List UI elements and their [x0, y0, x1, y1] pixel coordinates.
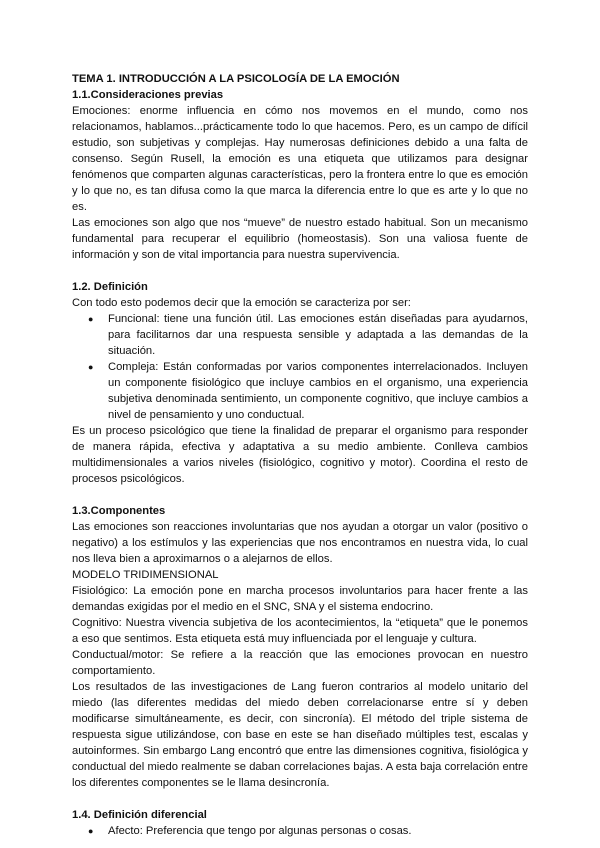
paragraph-conductual: Conductual/motor: Se refiere a la reacción que las emociones provocan en nuestro comportamiento.	[72, 649, 528, 677]
list-item	[72, 823, 528, 839]
paragraph-cognitivo: Cognitivo: Nuestra vivencia subjetiva de los acontecimientos, la “etiqueta” que le ponemos a eso que sentimos. Esta etiqueta está muy influenciada por el lenguaje y cultura.	[72, 617, 528, 645]
section-heading-definicion: 1.2. Definición	[72, 281, 148, 293]
section-heading-consideraciones: 1.1.Consideraciones previas	[72, 89, 224, 101]
bullet-icon: ●	[88, 314, 94, 324]
paragraph-emociones-intro: Emociones: enorme influencia en cómo nos movemos en el mundo, como nos relacionamos, hablamos...prácticamente todo lo que hacemos. Pero, es un campo de difícil estudio, son subjetivas y complejas. Hay numerosas definiciones debido a una falta de consenso. Según Rusell, la emoción es una etiqueta que utilizamos para designar fenómenos que comparten algunas características, pero la frontera entre lo que es emoción y lo que no, es tan difusa como la que marca la diferencia entre lo que es arte y lo que no es.	[72, 105, 528, 213]
document-title: TEMA 1. INTRODUCCIÓN A LA PSICOLOGÍA DE LA EMOCIÓN	[72, 73, 400, 85]
paragraph-lang: Los resultados de las investigaciones de Lang fueron contrarios al modelo unitario del miedo (las diferentes medidas del miedo deben correlacionarse entre sí y deben modificarse simultáneamente, es decir, con sincronía). El método del triple sistema de respuesta sigue utilizándose, con base en este se han diseñado múltiples test, escalas y autoinformes. Sin embargo Lang encontró que entre las dimensiones cognitiva, fisiológica y conductual del miedo realmente se daban correlaciones bajas. A esta baja correlación entre los diferentes componentes se le llama desincronía.	[72, 681, 528, 789]
list-item	[72, 311, 528, 359]
list-definicion-diferencial	[72, 823, 528, 839]
list-item-text: Funcional: tiene una función útil. Las emociones están diseñadas para ayudarnos, para facilitarnos dar una respuesta sensible y adaptada a las demandas de la situación.	[108, 313, 528, 357]
list-item-text: Compleja: Están conformadas por varios componentes interrelacionados. Incluyen un componente fisiológico que incluye cambios en el organismo, una experiencia subjetiva denominada sentimiento, un componente cognitivo, que incluye cambios a nivel de pensamiento y uno conductual.	[108, 361, 528, 421]
bullet-icon: ●	[88, 362, 94, 372]
paragraph-reacciones: Las emociones son reacciones involuntarias que nos ayudan a otorgar un valor (positivo o negativo) a los estímulos y las experiencias que nos encontramos en nuestra vida, lo cual nos lleva bien a aproximarnos o a alejarnos de ellos.	[72, 521, 528, 565]
document-page	[72, 71, 528, 839]
list-caracteristicas	[72, 311, 528, 423]
paragraph-definicion-intro: Con todo esto podemos decir que la emoción se caracteriza por ser:	[72, 297, 411, 309]
list-item-text: Afecto: Preferencia que tengo por algunas personas o cosas.	[108, 825, 412, 837]
paragraph-emociones-mecanismo: Las emociones son algo que nos “mueve” de nuestro estado habitual. Son un mecanismo fundamental para recuperar el equilibrio (homeostasis). Son una valiosa fuente de información y son de vital importancia para nuestra supervivencia.	[72, 217, 528, 261]
paragraph-proceso-psicologico: Es un proceso psicológico que tiene la finalidad de preparar el organismo para responder de manera rápida, efectiva y adaptativa a su medio ambiente. Conlleva cambios multidimensionales a varios niveles (fisiológico, cognitivo y motor). Coordina el resto de procesos psicológicos.	[72, 425, 528, 485]
section-heading-componentes: 1.3.Componentes	[72, 505, 166, 517]
paragraph-fisiologico: Fisiológico: La emoción pone en marcha procesos involuntarios para hacer frente a las demandas exigidas por el medio en el SNC, SNA y el sistema endocrino.	[72, 585, 528, 613]
list-item	[72, 359, 528, 423]
model-title: MODELO TRIDIMENSIONAL	[72, 569, 219, 581]
section-heading-definicion-diferencial: 1.4. Definición diferencial	[72, 809, 207, 821]
bullet-icon: ●	[88, 826, 94, 836]
